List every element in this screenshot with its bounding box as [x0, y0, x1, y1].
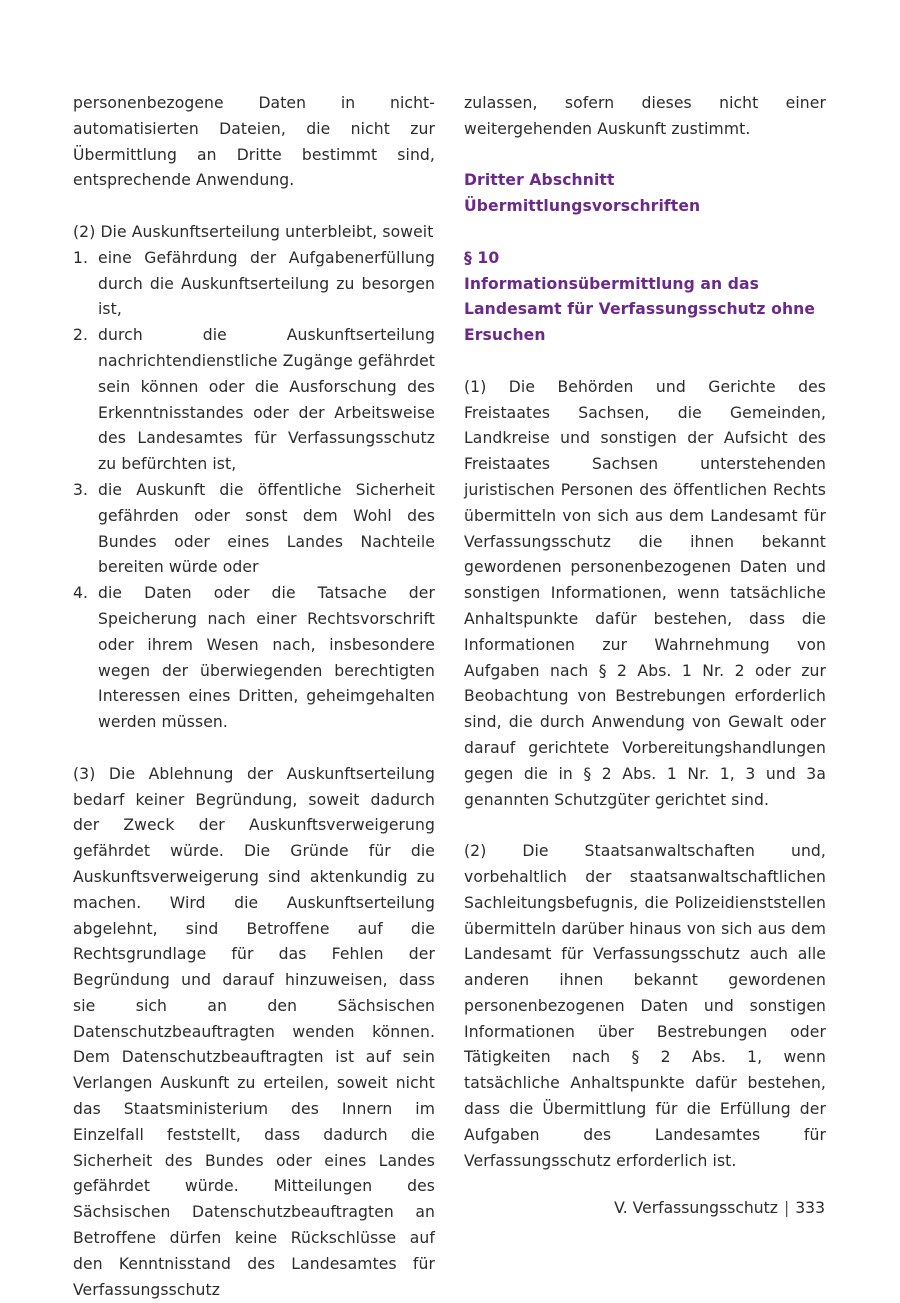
section-heading — [464, 168, 826, 220]
list-item-text: die Auskunft die öffentliche Sicherheit gefährden oder sonst dem Wohl des Bundes oder eines Landes Nachteile bereiten würde oder — [98, 480, 435, 577]
list-item-text: die Daten oder die Tatsache der Speicherung nach einer Rechtsvorschrift oder ihrem Wesen nach, insbesondere wegen der überwiegenden berechtigten Interessen eines Dritten, geheimgehalten werden müssen. — [98, 584, 435, 732]
paragraph-title: Informationsübermittlung an das Landesamt für Verfassungsschutz ohne Ersuchen — [464, 274, 816, 345]
list-item — [73, 246, 435, 323]
intro-paragraph: personenbezogene Daten in nicht-automatisierten Dateien, die nicht zur Übermittlung an Dritte bestimmt sind, entsprechende Anwendung. — [73, 94, 435, 190]
paragraph-heading — [464, 246, 826, 349]
section-heading-line2: Übermittlungsvorschriften — [464, 197, 701, 216]
list-item-number: 4. — [73, 584, 89, 603]
list-item — [73, 581, 435, 736]
page-number: 333 — [795, 1199, 825, 1217]
footer-separator: | — [783, 1199, 790, 1217]
list-item-text: eine Gefährdung der Aufgabenerfüllung durch die Auskunftserteilung zu besorgen ist, — [98, 248, 435, 319]
chapter-title: V. Verfassungsschutz — [614, 1199, 778, 1217]
list-item-number: 2. — [73, 326, 89, 345]
list-item — [73, 323, 435, 478]
paragraph-1: (1) Die Behörden und Gerichte des Freistaates Sachsen, die Gemeinden, Landkreise und sonstigen der Aufsicht des Freistaates Sachsen unterstehenden juristischen Personen des öffentlichen Rechts übermitteln von sich aus dem Landesamt für Verfassungsschutz die ihnen bekannt gewordenen personenbezogenen Daten und sonstigen Informationen, wenn tatsächliche Anhaltspunkte dafür bestehen, dass die Informationen zur Wahrnehmung von Aufgaben nach § 2 Abs. 1 Nr. 2 oder zur Beobachtung von Bestrebungen erforderlich sind, die durch Anwendung von Gewalt oder darauf gerichtete Vorbereitungshandlungen gegen die in § 2 Abs. 1 Nr. 1, 3 und 3a genannten Schutzgüter gerichtet sind. — [464, 377, 826, 809]
left-column — [73, 91, 435, 1303]
list-item — [73, 478, 435, 581]
section-heading-line1: Dritter Abschnitt — [464, 171, 615, 190]
list-item-number: 3. — [73, 480, 89, 499]
section-3-paragraph: (3) Die Ablehnung der Auskunftserteilung bedarf keiner Begründung, soweit dadurch der Zweck der Auskunftsverweigerung gefährdet würde. Die Gründe für die Auskunftsverweigerung sind aktenkundig zu machen. Wird die Auskunftserteilung abgelehnt, sind Betroffene auf die Rechtsgrundlage für das Fehlen der Begründung und darauf hinzuweisen, dass sie sich an den Sächsischen Datenschutzbeauftragten wenden können. Dem Datenschutzbeauftragten ist auf sein Verlangen Auskunft zu erteilen, soweit nicht das Staatsministerium des Innern im Einzelfall feststellt, dass dadurch die Sicherheit des Bundes oder eines Landes gefährdet würde. Mitteilungen des Sächsischen Datenschutzbeauftragten an Betroffene dürfen keine Rückschlüsse auf den Kenntnisstand des Landesamtes für Verfassungsschutz — [73, 764, 435, 1299]
paragraph-number: § 10 — [464, 248, 500, 267]
page-footer — [614, 1196, 825, 1221]
list-item-text: durch die Auskunftserteilung nachrichtendienstliche Zugänge gefährdet sein können oder die Ausforschung des Erkenntnisstandes oder der Arbeitsweise des Landesamtes für Verfassungsschutz zu befürchten ist, — [98, 326, 435, 474]
right-column — [464, 91, 826, 1174]
exception-list — [73, 246, 435, 736]
list-item-number: 1. — [73, 248, 89, 267]
paragraph-2: (2) Die Staatsanwaltschaften und, vorbehaltlich der staatsanwaltschaftlichen Sachleitungsbefugnis, die Polizeidienststellen übermitteln darüber hinaus von sich aus dem Landesamt für Verfassungsschutz auch alle anderen ihnen bekannt gewordenen personenbezogenen Daten und sonstigen Informationen über Bestrebungen oder Tätigkeiten nach § 2 Abs. 1, wenn tatsächliche Anhaltspunkte dafür bestehen, dass die Übermittlung für die Erfüllung der Aufgaben des Landesamtes für Verfassungsschutz erforderlich ist. — [464, 842, 826, 1170]
section-2-intro: (2) Die Auskunftserteilung unterbleibt, soweit — [73, 222, 434, 241]
continued-paragraph: zulassen, sofern dieses nicht einer weitergehenden Auskunft zustimmt. — [464, 94, 826, 138]
